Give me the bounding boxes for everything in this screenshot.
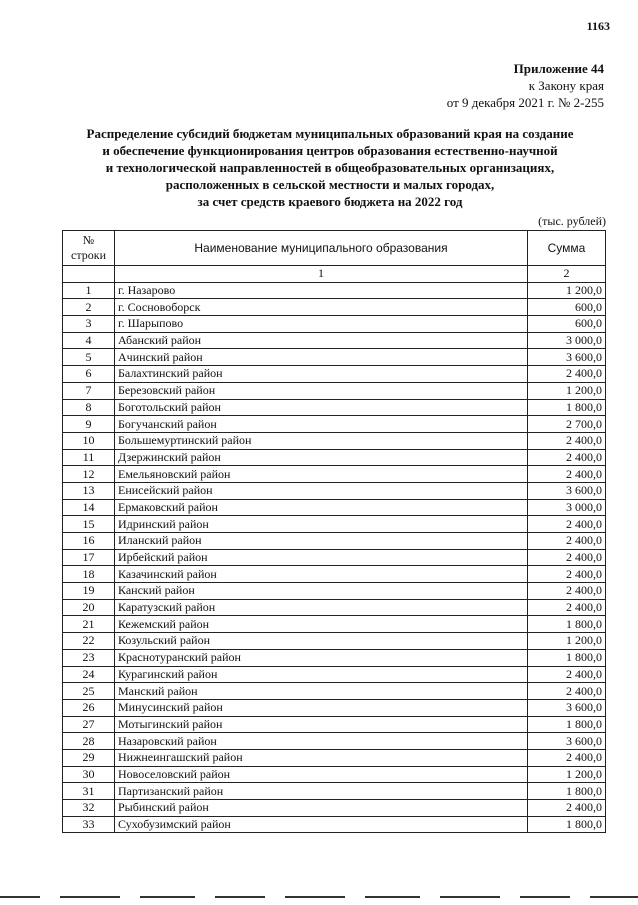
municipality-name: Енисейский район <box>115 482 528 499</box>
row-number: 31 <box>63 783 115 800</box>
table-row <box>63 766 606 783</box>
appendix-title: Приложение 44 <box>513 61 604 76</box>
table-row <box>63 466 606 483</box>
subsidy-sum: 3 600,0 <box>528 733 606 750</box>
municipality-name: Назаровский район <box>115 733 528 750</box>
table-header-row <box>63 231 606 266</box>
municipality-name: Ермаковский район <box>115 499 528 516</box>
municipality-name: Балахтинский район <box>115 366 528 383</box>
subsidy-sum: 2 400,0 <box>528 516 606 533</box>
row-number: 17 <box>63 549 115 566</box>
table-row <box>63 816 606 833</box>
row-number: 5 <box>63 349 115 366</box>
row-number: 6 <box>63 366 115 383</box>
subsidy-sum: 1 200,0 <box>528 282 606 299</box>
table-row <box>63 566 606 583</box>
row-number: 27 <box>63 716 115 733</box>
row-number: 21 <box>63 616 115 633</box>
subsidy-sum: 2 400,0 <box>528 566 606 583</box>
row-number: 14 <box>63 499 115 516</box>
municipality-name: Березовский район <box>115 382 528 399</box>
table-row <box>63 299 606 316</box>
row-number: 23 <box>63 649 115 666</box>
subsidy-sum: 2 400,0 <box>528 599 606 616</box>
row-number: 4 <box>63 332 115 349</box>
municipality-name: Курагинский район <box>115 666 528 683</box>
subsidy-sum: 2 400,0 <box>528 800 606 817</box>
appendix-block <box>447 60 604 111</box>
row-number: 7 <box>63 382 115 399</box>
table-row <box>63 316 606 333</box>
page-number: 1163 <box>586 19 610 33</box>
subsidy-sum: 3 600,0 <box>528 349 606 366</box>
row-number: 28 <box>63 733 115 750</box>
row-number: 33 <box>63 816 115 833</box>
subsidy-sum: 1 800,0 <box>528 399 606 416</box>
table-row <box>63 749 606 766</box>
subsidy-sum: 1 800,0 <box>528 716 606 733</box>
municipality-name: Ачинский район <box>115 349 528 366</box>
row-number: 2 <box>63 299 115 316</box>
row-number: 25 <box>63 683 115 700</box>
subsidy-sum: 1 800,0 <box>528 616 606 633</box>
table-row <box>63 516 606 533</box>
row-number: 22 <box>63 633 115 650</box>
row-number: 13 <box>63 482 115 499</box>
row-number: 30 <box>63 766 115 783</box>
municipality-name: Абанский район <box>115 332 528 349</box>
table-row <box>63 332 606 349</box>
table-row <box>63 800 606 817</box>
subsidy-sum: 3 000,0 <box>528 499 606 516</box>
table-row <box>63 499 606 516</box>
row-number: 16 <box>63 533 115 550</box>
column-number-1: 1 <box>115 266 528 283</box>
subsidy-sum: 1 200,0 <box>528 382 606 399</box>
title-line: и технологической направленностей в общеобразовательных организациях, <box>105 160 555 175</box>
table-row <box>63 366 606 383</box>
municipality-name: Идринский район <box>115 516 528 533</box>
header-municipality: Наименование муниципального образования <box>115 231 528 266</box>
subsidy-sum: 2 700,0 <box>528 416 606 433</box>
table-row <box>63 783 606 800</box>
municipality-name: Краснотуранский район <box>115 649 528 666</box>
row-number: 19 <box>63 583 115 600</box>
subsidy-sum: 2 400,0 <box>528 533 606 550</box>
municipality-name: Боготольский район <box>115 399 528 416</box>
table-row <box>63 633 606 650</box>
subsidy-sum: 2 400,0 <box>528 466 606 483</box>
subsidy-sum: 3 600,0 <box>528 482 606 499</box>
municipality-name: Большемуртинский район <box>115 432 528 449</box>
table-row <box>63 416 606 433</box>
municipality-name: Емельяновский район <box>115 466 528 483</box>
table-row <box>63 616 606 633</box>
municipality-name: Козульский район <box>115 633 528 650</box>
subsidy-sum: 2 400,0 <box>528 683 606 700</box>
row-number: 15 <box>63 516 115 533</box>
table-row <box>63 683 606 700</box>
table-row <box>63 282 606 299</box>
table-row <box>63 533 606 550</box>
municipality-name: Минусинский район <box>115 699 528 716</box>
subsidy-sum: 2 400,0 <box>528 749 606 766</box>
table-row <box>63 733 606 750</box>
title-line: за счет средств краевого бюджета на 2022 год <box>197 194 463 209</box>
municipality-name: г. Сосновоборск <box>115 299 528 316</box>
municipality-name: Сухобузимский район <box>115 816 528 833</box>
subsidy-sum: 2 400,0 <box>528 549 606 566</box>
subsidy-sum: 3 600,0 <box>528 699 606 716</box>
row-number: 24 <box>63 666 115 683</box>
row-number: 29 <box>63 749 115 766</box>
column-number-2: 2 <box>528 266 606 283</box>
municipality-name: Рыбинский район <box>115 800 528 817</box>
municipality-name: Мотыгинский район <box>115 716 528 733</box>
title-line: и обеспечение функционирования центров образования естественно-научной <box>102 143 558 158</box>
row-number: 11 <box>63 449 115 466</box>
scan-edge-marks <box>0 896 638 899</box>
subsidy-sum: 2 400,0 <box>528 449 606 466</box>
table-row <box>63 699 606 716</box>
title-line: расположенных в сельской местности и малых городах, <box>165 177 495 192</box>
municipality-name: Казачинский район <box>115 566 528 583</box>
appendix-date: от 9 декабря 2021 г. № 2-255 <box>446 95 604 110</box>
municipality-name: Нижнеингашский район <box>115 749 528 766</box>
row-number: 20 <box>63 599 115 616</box>
subsidy-sum: 600,0 <box>528 316 606 333</box>
subsidy-sum: 2 400,0 <box>528 583 606 600</box>
municipality-name: Канский район <box>115 583 528 600</box>
appendix-law: к Закону края <box>528 78 604 93</box>
subsidy-sum: 1 800,0 <box>528 816 606 833</box>
units-label: (тыс. рублей) <box>538 214 606 228</box>
municipality-name: г. Шарыпово <box>115 316 528 333</box>
table-row <box>63 449 606 466</box>
table-row <box>63 382 606 399</box>
table-row <box>63 482 606 499</box>
header-sum: Сумма <box>528 231 606 266</box>
subsidy-table <box>62 230 606 833</box>
table-row <box>63 583 606 600</box>
title-line: Распределение субсидий бюджетам муниципальных образований края на создание <box>86 126 574 141</box>
header-row-number: № строки <box>63 231 115 266</box>
table-row <box>63 349 606 366</box>
municipality-name: Богучанский район <box>115 416 528 433</box>
document-title <box>60 125 600 210</box>
row-number: 1 <box>63 282 115 299</box>
table-row <box>63 599 606 616</box>
municipality-name: Дзержинский район <box>115 449 528 466</box>
subsidy-sum: 1 800,0 <box>528 649 606 666</box>
row-number: 18 <box>63 566 115 583</box>
subsidy-sum: 2 400,0 <box>528 432 606 449</box>
municipality-name: Иланский район <box>115 533 528 550</box>
row-number: 8 <box>63 399 115 416</box>
subsidy-sum: 1 800,0 <box>528 783 606 800</box>
table-row <box>63 399 606 416</box>
row-number: 32 <box>63 800 115 817</box>
municipality-name: Каратузский район <box>115 599 528 616</box>
table-row <box>63 432 606 449</box>
municipality-name: Новоселовский район <box>115 766 528 783</box>
row-number: 12 <box>63 466 115 483</box>
table-row <box>63 649 606 666</box>
subsidy-sum: 1 200,0 <box>528 633 606 650</box>
subsidy-sum: 3 000,0 <box>528 332 606 349</box>
row-number: 3 <box>63 316 115 333</box>
row-number: 10 <box>63 432 115 449</box>
table-row <box>63 716 606 733</box>
table-row <box>63 549 606 566</box>
municipality-name: Партизанский район <box>115 783 528 800</box>
municipality-name: г. Назарово <box>115 282 528 299</box>
subsidy-sum: 2 400,0 <box>528 666 606 683</box>
subsidy-sum: 1 200,0 <box>528 766 606 783</box>
municipality-name: Кежемский район <box>115 616 528 633</box>
column-number-row <box>63 266 606 283</box>
municipality-name: Манский район <box>115 683 528 700</box>
row-number: 26 <box>63 699 115 716</box>
subsidy-sum: 2 400,0 <box>528 366 606 383</box>
subsidy-sum: 600,0 <box>528 299 606 316</box>
municipality-name: Ирбейский район <box>115 549 528 566</box>
table-row <box>63 666 606 683</box>
column-number-empty <box>63 266 115 283</box>
row-number: 9 <box>63 416 115 433</box>
